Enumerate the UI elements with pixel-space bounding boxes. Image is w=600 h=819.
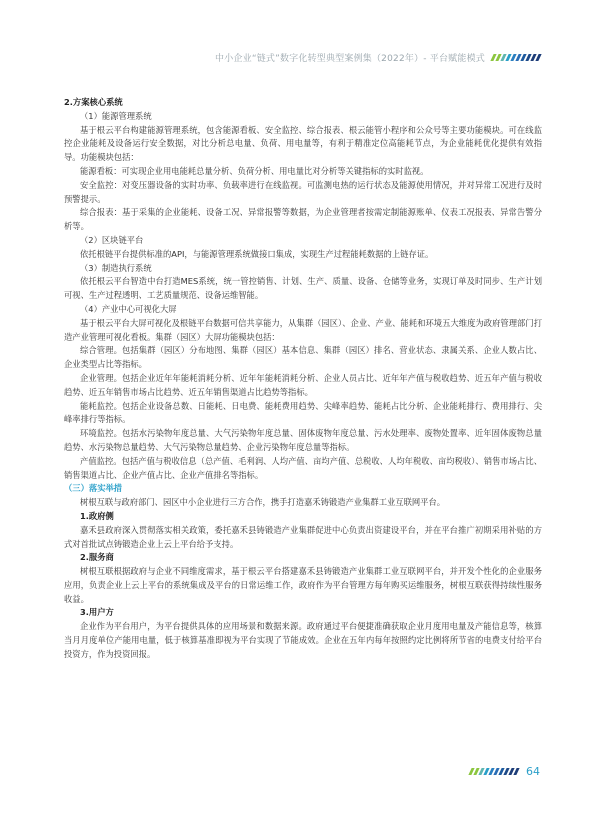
section-heading: （三）落实举措: [64, 483, 123, 494]
subheading: （2）区块链平台: [80, 234, 144, 245]
footer-stripe-decoration: [470, 768, 520, 775]
paragraph: 能源看板：可实现企业用电能耗总量分析、负荷分析、用电量比对分析等关键指标的实时监视。: [80, 165, 429, 176]
paragraph: 能耗监控。包括企业设备总数、日能耗、日电费、能耗费用趋势、尖峰率趋势、能耗占比分析、企业能耗排行、费用排行、尖峰率排行等指标。: [64, 400, 542, 425]
subheading: （3）制造执行系统: [80, 262, 152, 273]
subheading: 3.用户方: [80, 607, 114, 618]
paragraph: 产值监控。包括产值与税收信息（总产值、毛利润、人均产值、亩均产值、总税收、人均年税收、亩均税收）、销售市场占比、销售渠道占比、企业产值占比、企业产值排名等指标。: [64, 455, 542, 480]
paragraph: 综合报表：基于采集的企业能耗、设备工况、异常报警等数据，为企业管理者按需定制能源账单、仪表工况报表、异常告警分析等。: [64, 207, 542, 232]
subheading: （1）能源管理系统: [80, 110, 152, 121]
paragraph: 基于根云平台大屏可视化及根链平台数据可信共享能力，从集群（园区）、企业、产业、能耗和环境五大维度为政府管理部门打造产业管理可视化看板。集群（园区）大屏功能模块包括：: [64, 317, 542, 342]
subheading: 1.政府侧: [80, 510, 114, 521]
document-body: [64, 96, 542, 662]
subheading: 2.服务商: [80, 552, 114, 563]
header-title: 中小企业“链式”数字化转型典型案例集（2022年）- 平台赋能模式: [215, 54, 485, 64]
page-number: 64: [526, 765, 540, 778]
paragraph: 树根互联根据政府与企业不同维度需求，基于根云平台搭建嘉禾县铸锻造产业集群工业互联网平台，并开发个性化的企业服务应用，负责企业上云上平台的系统集成及平台的日常运维工作，政府作为平台管理方每年购买运维服务，树根互联获得持续性服务收益。: [64, 566, 542, 604]
header-stripe-decoration: [492, 54, 542, 61]
page-footer: [463, 765, 540, 778]
paragraph: 企业作为平台用户，为平台提供具体的应用场景和数据来源。政府通过平台便捷准确获取企业月度用电量及产能信息等，核算当月月度单位产能用电量，低于核算基准即视为平台实现了节能成效。企业在五年内每年按照约定比例将所节省的电费支付给平台投资方，作为投资回报。: [64, 621, 542, 659]
subheading: （4）产业中心可视化大屏: [80, 303, 177, 314]
paragraph: 依托根链平台提供标准的API，与能源管理系统做接口集成，实现生产过程能耗数据的上链存证。: [80, 248, 434, 259]
paragraph: 嘉禾县政府深入贯彻落实相关政策，委托嘉禾县铸锻造产业集群促进中心负责出资建设平台，并在平台推广初期采用补贴的方式对首批试点铸锻造企业上云上平台给予支持。: [64, 524, 542, 549]
paragraph: 基于根云平台构建能源管理系统，包含能源看板、安全监控、综合报表、根云能管小程序和公众号等主要功能模块。可在线监控企业能耗及设备运行安全数据，对比分析总电量、负荷、用电量等，有利于精准定位高能耗节点，为企业能耗优化提供有效指导。功能模块包括：: [64, 124, 542, 163]
paragraph: 树根互联与政府部门、园区中小企业进行三方合作，携手打造嘉禾铸锻造产业集群工业互联网平台。: [80, 497, 446, 508]
paragraph: 企业管理。包括企业近年年能耗消耗分析、近年年能耗消耗分析、企业人员占比、近年年产值与税收趋势、近五年产值与税收趋势、近五年销售市场占比趋势、近五年销售渠道占比趋势等指标。: [64, 372, 542, 397]
paragraph: 依托根云平台智造中台打造MES系统，统一管控销售、计划、生产、质量、设备、仓储等业务，实现订单及时同步、生产计划可视、生产过程透明、工艺质量规范、设备运维智能。: [64, 276, 542, 301]
paragraph: 综合管理。包括集群（园区）分布地图、集群（园区）基本信息、集群（园区）排名、营业状态、隶属关系、企业人数占比、企业类型占比等指标。: [64, 345, 542, 370]
page-header: [215, 51, 542, 64]
paragraph: 安全监控：对变压器设备的实时功率、负载率进行在线监视。可监测电热的运行状态及能源使用情况，并对异常工况进行及时预警提示。: [64, 179, 542, 204]
paragraph: 环境监控。包括水污染物年度总量、大气污染物年度总量、固体废物年度总量、污水处理率、废物处置率、近年固体废物总量趋势、水污染物总量趋势、大气污染物总量趋势、企业污染物年度总量等指标。: [64, 428, 542, 452]
subheading: 2.方案核心系统: [64, 97, 123, 107]
